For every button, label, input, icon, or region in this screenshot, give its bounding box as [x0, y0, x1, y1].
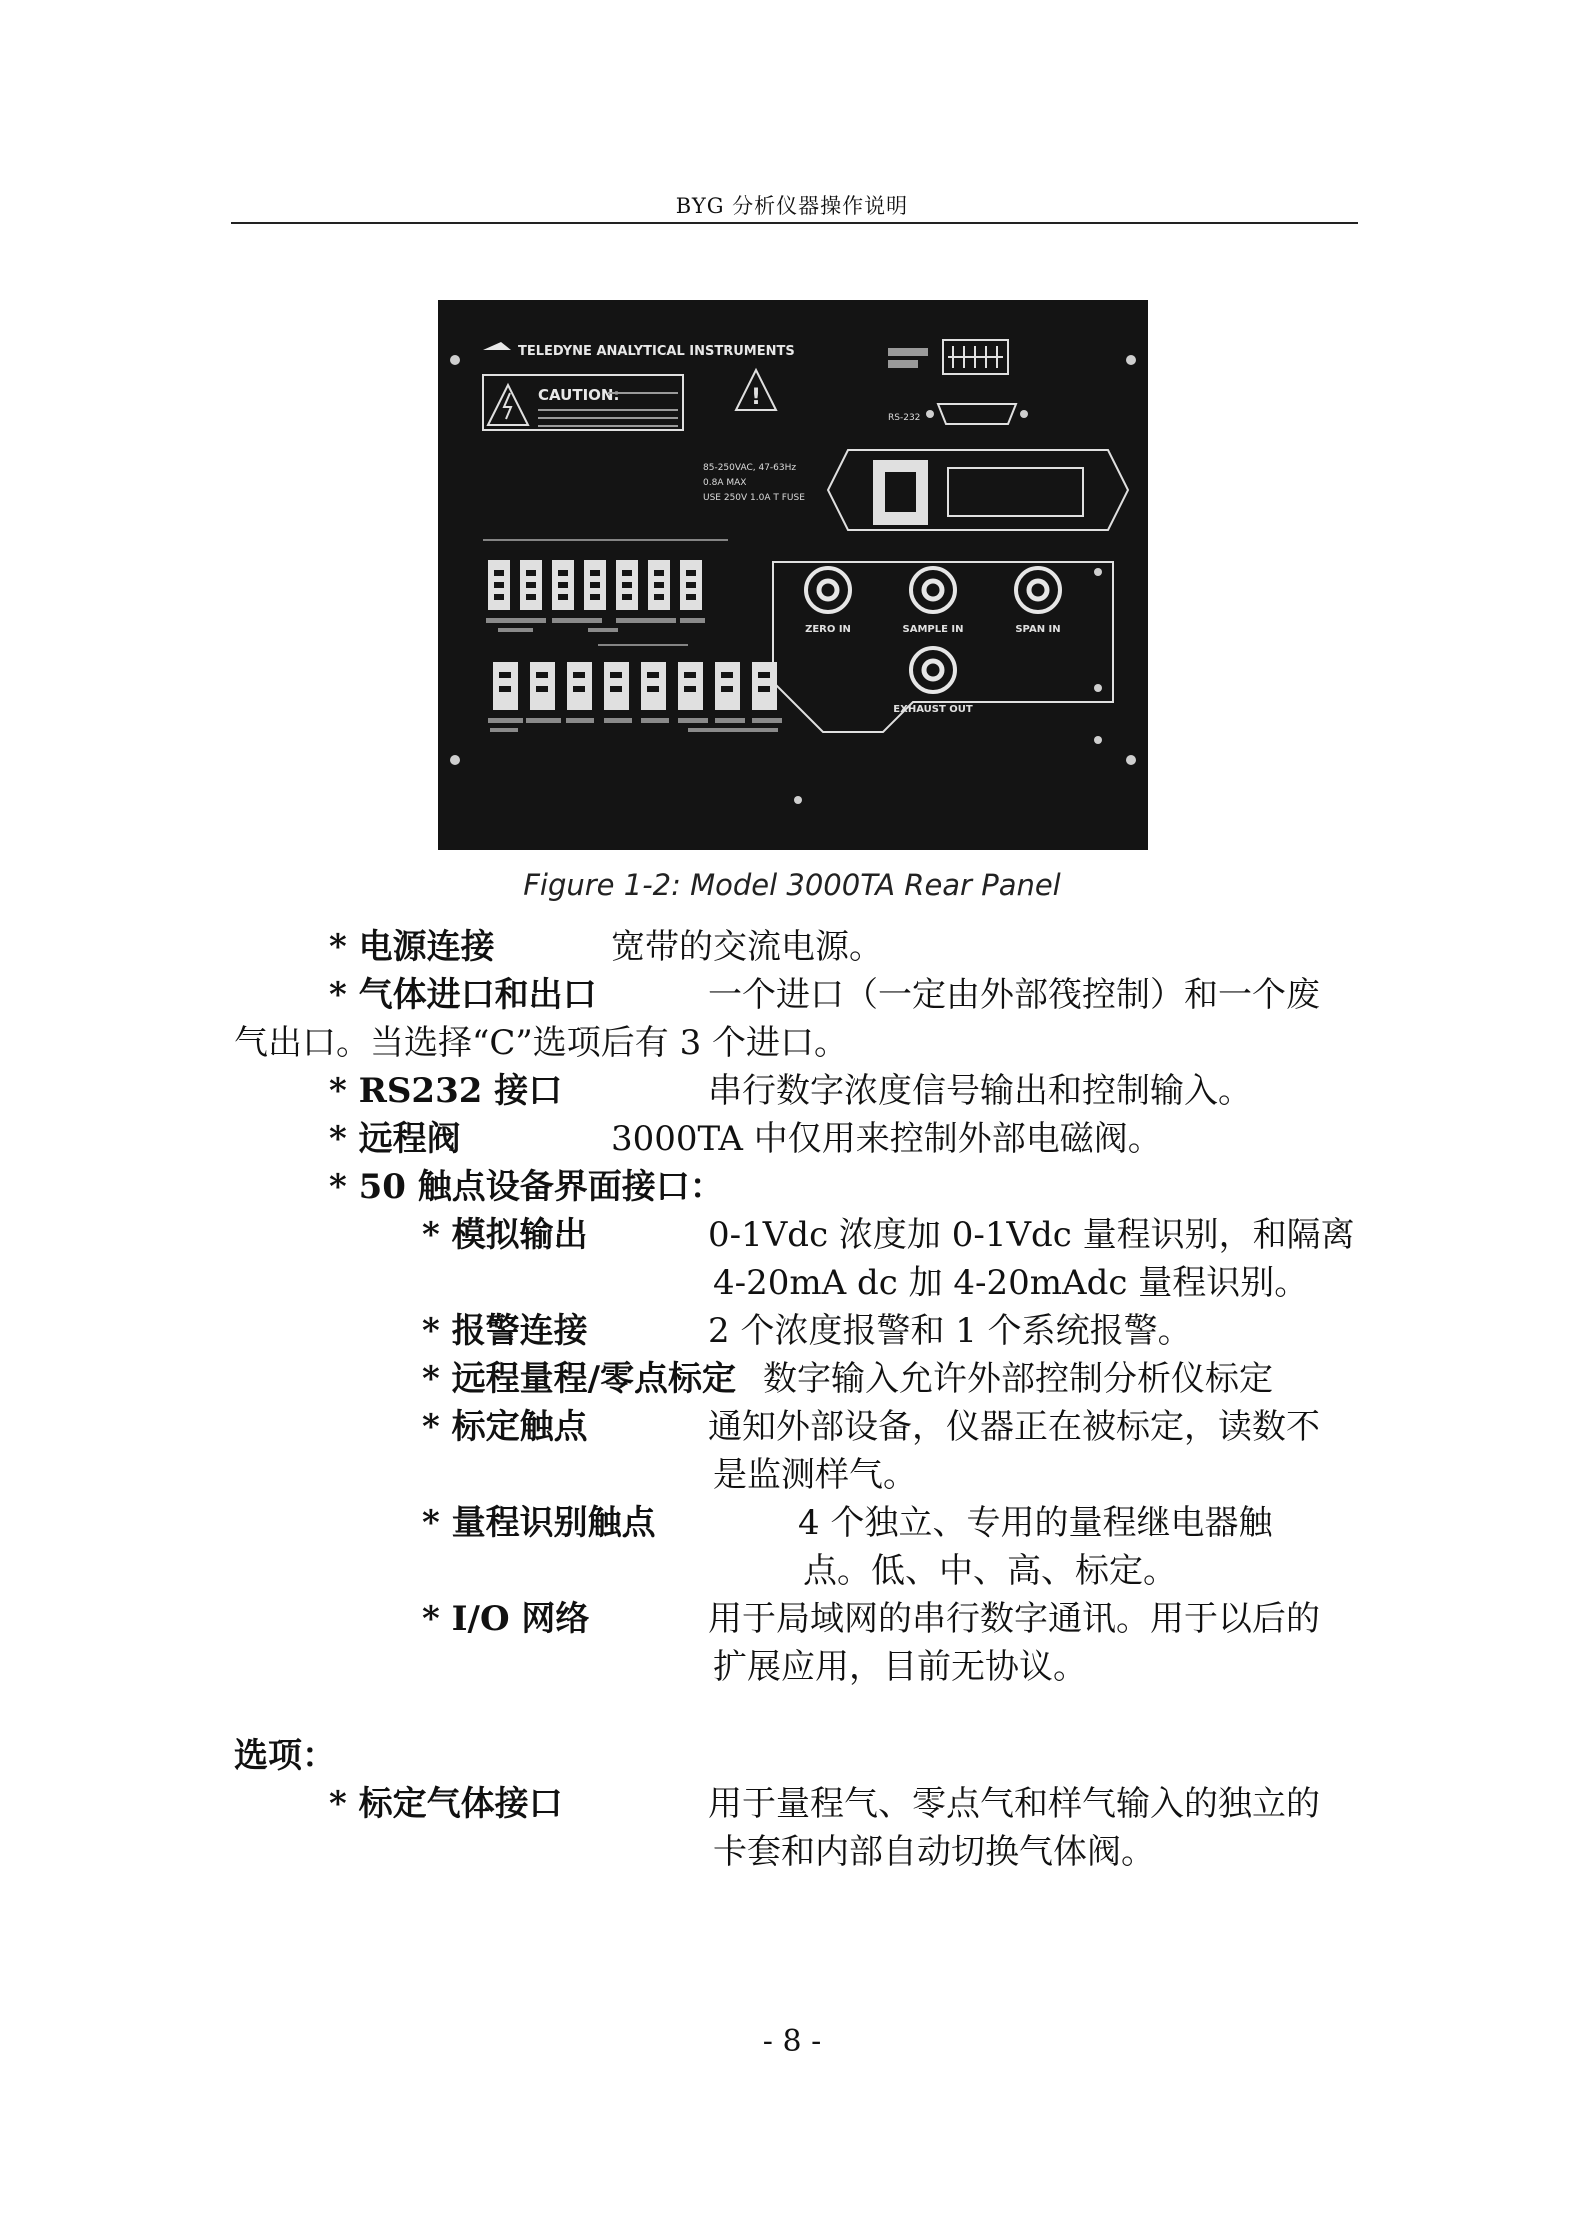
analog-output-desc-2: 4-20mA dc 加 4-20mAdc 量程识别。	[713, 1263, 1309, 1303]
figure-caption: Figure 1-2: Model 3000TA Rear Panel	[523, 868, 1061, 902]
cal-gas-port-desc-1: 用于量程气、零点气和样气输入的独立的	[708, 1784, 1320, 1824]
header-rule	[231, 222, 1358, 224]
power-connection-title: * 电源连接	[329, 927, 495, 967]
remote-valve-desc: 3000TA 中仅用来控制外部电磁阀。	[611, 1119, 1162, 1159]
io-network-title: * I/O 网络	[422, 1599, 590, 1639]
cal-contact-desc-1: 通知外部设备，仪器正在被标定，读数不	[708, 1407, 1320, 1447]
rear-panel-figure	[438, 300, 1148, 850]
cal-contact-title: * 标定触点	[422, 1407, 588, 1447]
remote-valve-title: * 远程阀	[329, 1119, 461, 1159]
range-id-title: * 量程识别触点	[422, 1503, 656, 1543]
panel-brand-text: TELEDYNE ANALYTICAL INSTRUMENTS	[518, 344, 795, 359]
remote-span-zero-desc: 数字输入允许外部控制分析仪标定	[763, 1359, 1273, 1399]
range-id-desc-1: 4 个独立、专用的量程继电器触	[798, 1503, 1273, 1543]
cal-contact-desc-2: 是监测样气。	[713, 1455, 917, 1495]
svg-text:!: !	[751, 385, 762, 410]
options-title: 选项：	[234, 1736, 336, 1776]
gas-ports-desc-2: 气出口。当选择“C”选项后有 3 个进口。	[234, 1023, 849, 1063]
contact-interface-title: * 50 触点设备界面接口：	[329, 1167, 724, 1207]
rs232-port-label: RS-232	[888, 413, 921, 423]
power-connection-desc: 宽带的交流电源。	[611, 927, 883, 967]
analog-output-title: * 模拟输出	[422, 1215, 588, 1255]
svg-text:0.8A MAX: 0.8A MAX	[703, 478, 747, 488]
alarm-connection-desc: 2 个浓度报警和 1 个系统报警。	[708, 1311, 1192, 1351]
sample-in-label: SAMPLE IN	[902, 624, 964, 635]
cal-gas-port-desc-2: 卡套和内部自动切换气体阀。	[713, 1832, 1155, 1872]
rs232-title: * RS232 接口	[329, 1071, 563, 1111]
cal-gas-port-title: * 标定气体接口	[329, 1784, 563, 1824]
svg-text:85-250VAC, 47-63Hz: 85-250VAC, 47-63Hz	[703, 463, 797, 473]
caution-text: CAUTION:	[538, 386, 620, 404]
exhaust-out-label: EXHAUST OUT	[893, 704, 973, 715]
range-id-desc-2: 点。低、中、高、标定。	[803, 1551, 1177, 1591]
rs232-desc: 串行数字浓度信号输出和控制输入。	[708, 1071, 1252, 1111]
gas-ports-title: * 气体进口和出口	[329, 975, 597, 1015]
running-header: BYG 分析仪器操作说明	[675, 194, 909, 218]
alarm-connection-title: * 报警连接	[422, 1311, 588, 1351]
page-number: - 8 -	[762, 2024, 822, 2059]
io-network-desc-1: 用于局域网的串行数字通讯。用于以后的	[708, 1599, 1320, 1639]
gas-ports-desc-1: 一个进口（一定由外部筏控制）和一个废	[708, 975, 1320, 1015]
zero-in-label: ZERO IN	[805, 624, 851, 635]
io-network-desc-2: 扩展应用，目前无协议。	[713, 1647, 1087, 1687]
span-in-label: SPAN IN	[1015, 624, 1061, 635]
analog-output-desc-1: 0-1Vdc 浓度加 0-1Vdc 量程识别，和隔离	[708, 1215, 1355, 1255]
svg-text:USE 250V 1.0A T FUSE: USE 250V 1.0A T FUSE	[703, 493, 805, 503]
remote-span-zero-title: * 远程量程/零点标定	[422, 1359, 737, 1399]
